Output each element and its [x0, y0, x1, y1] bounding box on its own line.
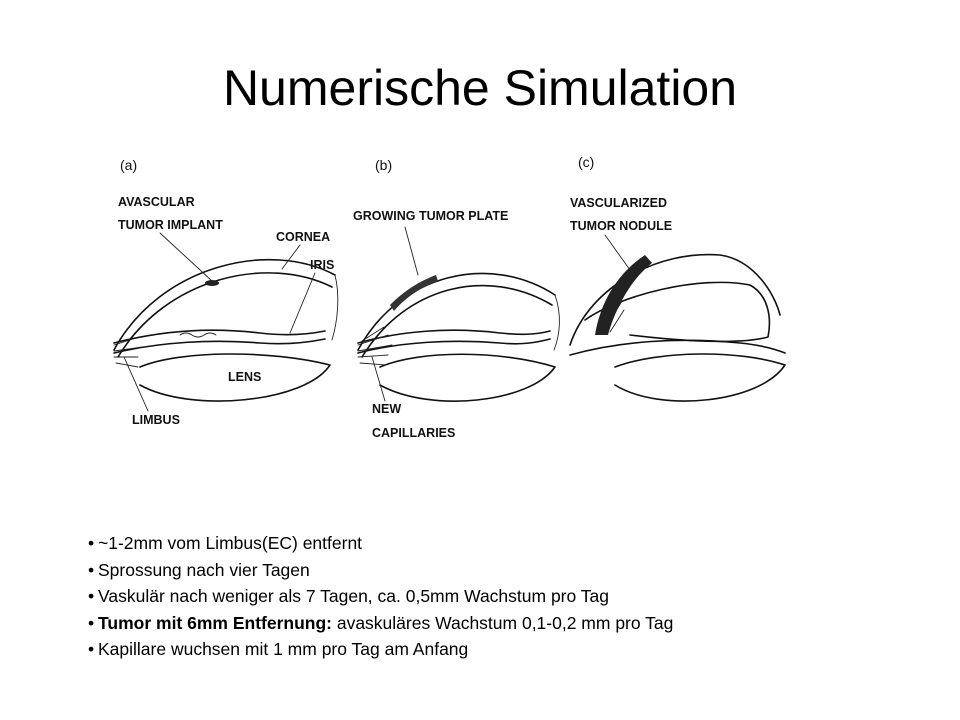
panel-b	[353, 157, 559, 440]
panel-a-letter: (a)	[120, 157, 138, 173]
bullet-bold: Tumor mit 6mm Entfernung:	[98, 612, 332, 633]
label-iris: IRIS	[310, 258, 335, 272]
cornea-edge-a	[332, 275, 338, 340]
iris-bottom-a	[114, 339, 325, 353]
bullet-text: Kapillare wuchsen mit 1 mm pro Tag am Anfang	[98, 639, 469, 659]
bullet-item	[88, 557, 888, 584]
iris-c	[570, 340, 785, 355]
leader-plate-b	[405, 227, 418, 275]
label-lens: LENS	[228, 370, 262, 384]
panel-c-letter: (c)	[578, 154, 595, 170]
label-limbus: LIMBUS	[132, 413, 180, 427]
bullet-list	[88, 530, 888, 663]
bullet-text: Vaskulär nach weniger als 7 Tagen, ca. 0,5mm Wachstum pro Tag	[98, 586, 609, 606]
bullet-item	[88, 610, 888, 637]
leader-iris-a	[290, 273, 315, 333]
lens-c	[615, 354, 785, 401]
cornea-inner-a	[118, 273, 332, 357]
tumor-implant-a	[205, 280, 219, 286]
bullet-item	[88, 636, 888, 663]
label-tumor-nodule: TUMOR NODULE	[570, 219, 673, 233]
eye-diagram-svg	[100, 145, 800, 445]
panel-a	[114, 157, 338, 427]
bullet-item	[88, 583, 888, 610]
eye-diagram-figure	[100, 145, 800, 445]
label-new: NEW	[372, 402, 402, 416]
bullet-text: Sprossung nach vier Tagen	[98, 559, 310, 580]
label-avascular: AVASCULAR	[118, 195, 195, 209]
lens-b	[380, 354, 555, 401]
leader-implant-a	[160, 233, 212, 281]
bullet-item	[88, 530, 888, 557]
slide-title: Numerische Simulation	[222, 60, 738, 116]
label-cornea: CORNEA	[276, 230, 331, 244]
leader-cornea-a	[282, 245, 300, 269]
panel-c	[570, 154, 785, 401]
bullet-text: avaskuläres Wachstum 0,1-0,2 mm pro Tag	[331, 612, 674, 633]
label-tumor-implant: TUMOR IMPLANT	[118, 218, 223, 232]
label-capillaries: CAPILLARIES	[372, 426, 456, 440]
label-vascularized: VASCULARIZED	[570, 196, 667, 210]
cornea-edge-b	[554, 295, 559, 350]
panel-b-letter: (b)	[375, 157, 393, 173]
leader-capillaries-b	[372, 357, 385, 401]
tumor-plate-b	[390, 275, 438, 311]
leader-nodule-c	[605, 235, 630, 270]
bullet-text: ~1-2mm vom Limbus(EC) entfernt	[98, 533, 363, 553]
new-capillaries-b	[358, 327, 392, 365]
iris-texture-a	[180, 333, 216, 337]
label-growing-tumor-plate: GROWING TUMOR PLATE	[353, 209, 509, 223]
cornea-outer-b	[358, 273, 555, 350]
